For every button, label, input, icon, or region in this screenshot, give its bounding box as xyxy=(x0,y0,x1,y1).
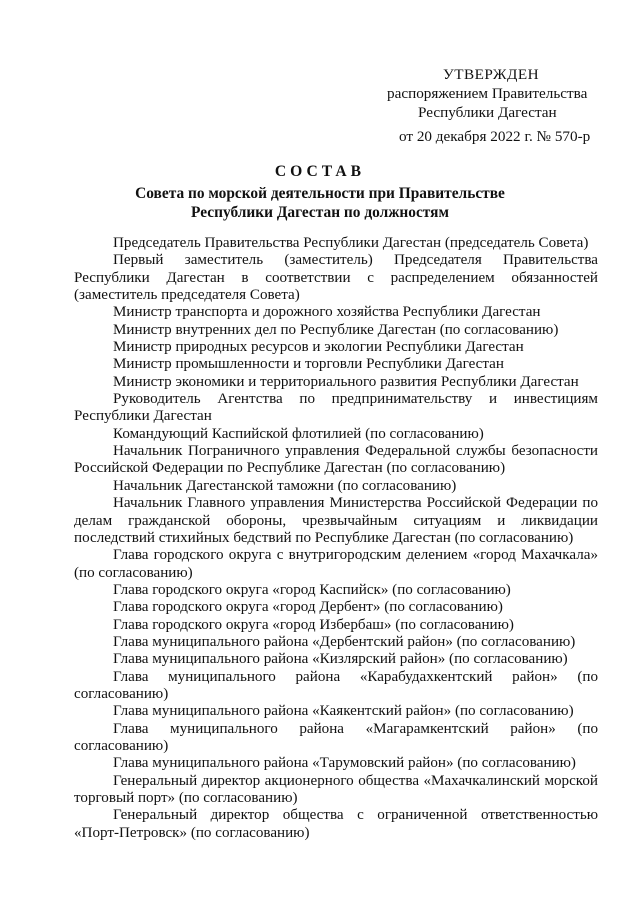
member-item: Первый заместитель (заместитель) Председателя Правительства Республики Дагестан в соответствии с распределением обязанностей (заместитель председателя Совета) xyxy=(74,252,598,304)
member-item: Министр экономики и территориального развития Республики Дагестан xyxy=(113,373,579,390)
member-item: Начальник Дагестанской таможни (по согласованию) xyxy=(113,477,457,494)
member-item: Председатель Правительства Республики Дагестан (председатель Совета) xyxy=(113,235,589,251)
member-item: Начальник Пограничного управления Федеральной службы безопасности Российской Федерации по Республике Дагестан (по согласованию) xyxy=(74,443,598,477)
member-item: Глава городского округа «город Дербент» (по согласованию) xyxy=(113,599,503,616)
member-item: Глава городского округа «город Каспийск» (по согласованию) xyxy=(113,581,511,598)
member-item: Глава муниципального района «Каякентский район» (по согласованию) xyxy=(113,703,574,720)
document-subtitle-line1: Совета по морской деятельности при Правительстве xyxy=(135,184,505,202)
member-item: Глава муниципального района «Тарумовский район» (по согласованию) xyxy=(113,755,576,772)
member-item: Глава муниципального района «Кизлярский район» (по согласованию) xyxy=(113,651,568,668)
approval-region: Республики Дагестан xyxy=(418,104,557,121)
member-item: Командующий Каспийской флотилией (по согласованию) xyxy=(113,425,484,442)
member-item: Руководитель Агентства по предпринимательству и инвестициям Республики Дагестан xyxy=(74,391,598,425)
member-item: Глава городского округа с внутригородским делением «город Махачкала» (по согласованию) xyxy=(74,547,598,581)
document-title: СОСТАВ xyxy=(274,163,366,180)
council-members-list xyxy=(74,235,598,842)
member-item: Глава городского округа «город Избербаш» (по согласованию) xyxy=(113,616,514,633)
document-heading xyxy=(0,162,640,223)
member-item: Глава муниципального района «Магарамкентский район» (по согласованию) xyxy=(74,720,598,754)
member-item: Глава муниципального района «Карабудахкентский район» (по согласованию) xyxy=(74,668,598,702)
approval-authority: распоряжением Правительства xyxy=(387,85,588,102)
document-subtitle-line2: Республики Дагестан по должностям xyxy=(191,204,449,221)
approval-date-number: от 20 декабря 2022 г. № 570-р xyxy=(399,128,591,145)
member-item: Начальник Главного управления Министерства Российской Федерации по делам гражданской обороны, чрезвычайным ситуациям и ликвидации последствий стихийных бедствий по Республике Дагестан (по согласованию) xyxy=(74,495,598,546)
member-item: Генеральный директор акционерного общества «Махачкалинский морской торговый порт» (по согласованию) xyxy=(74,772,598,806)
member-item: Министр промышленности и торговли Республики Дагестан xyxy=(113,356,504,373)
member-item: Генеральный директор общества с ограниченной ответственностью «Порт-Петровск» (по согласованию) xyxy=(74,807,598,841)
approval-status: УТВЕРЖДЕН xyxy=(443,66,540,83)
member-item: Министр транспорта и дорожного хозяйства Республики Дагестан xyxy=(113,304,541,321)
member-item: Глава муниципального района «Дербентский район» (по согласованию) xyxy=(113,633,576,650)
member-item: Министр внутренних дел по Республике Дагестан (по согласованию) xyxy=(113,321,559,338)
member-item: Министр природных ресурсов и экологии Республики Дагестан xyxy=(113,339,524,356)
